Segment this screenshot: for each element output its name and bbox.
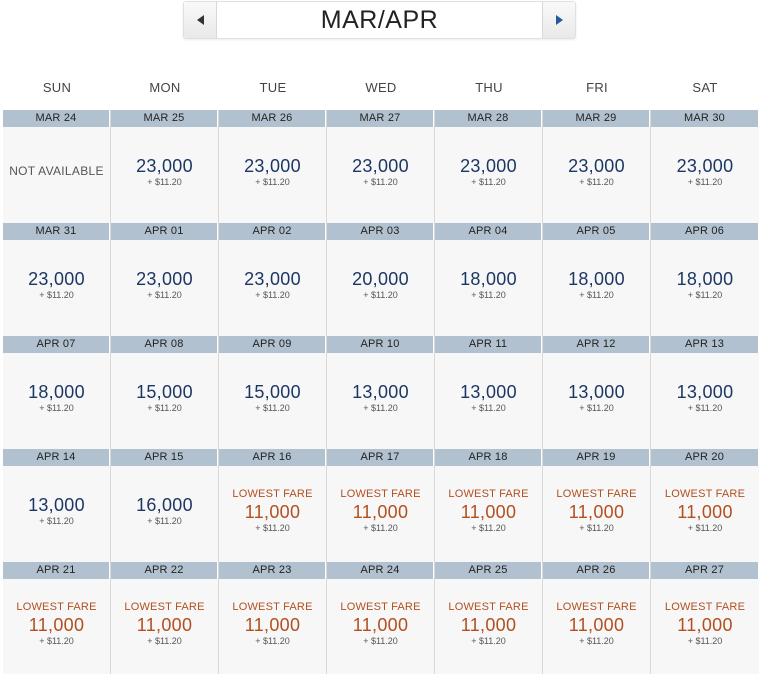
day-date-label: APR 01 [111, 223, 218, 240]
miles-price: 11,000 [677, 501, 733, 522]
day-date-label: MAR 31 [3, 223, 110, 240]
tax-amount: + $11.20 [255, 635, 290, 646]
day-cell[interactable] [111, 110, 219, 223]
day-date-label: APR 15 [111, 449, 218, 466]
miles-price: 13,000 [568, 381, 625, 402]
day-date-label: MAR 28 [435, 110, 542, 127]
lowest-fare-badge: LOWEST FARE [232, 600, 313, 613]
day-fare-body [435, 240, 542, 336]
day-date-label: MAR 24 [3, 110, 110, 127]
tax-amount: + $11.20 [579, 522, 614, 533]
day-cell[interactable] [543, 562, 651, 674]
miles-price: 11,000 [568, 501, 625, 522]
day-fare-body [327, 466, 434, 562]
day-cell[interactable] [111, 562, 219, 674]
day-cell[interactable] [543, 336, 651, 449]
day-fare-body [543, 579, 650, 674]
day-date-label: APR 07 [3, 336, 110, 353]
miles-price: 23,000 [244, 155, 301, 176]
calendar-week-row [3, 449, 759, 562]
miles-price: 13,000 [676, 381, 734, 402]
tax-amount: + $11.20 [471, 522, 506, 533]
day-cell[interactable] [219, 110, 327, 223]
day-cell[interactable] [651, 562, 759, 674]
day-cell[interactable] [435, 336, 543, 449]
day-date-label: MAR 29 [543, 110, 650, 127]
day-date-label: APR 04 [435, 223, 542, 240]
tax-amount: + $11.20 [471, 176, 506, 187]
calendar-weeks [3, 110, 759, 674]
tax-amount: + $11.20 [363, 176, 398, 187]
month-title: MAR/APR [320, 6, 439, 34]
lowest-fare-badge: LOWEST FARE [664, 487, 746, 500]
tax-amount: + $11.20 [687, 289, 723, 300]
tax-amount: + $11.20 [39, 515, 74, 526]
calendar-week-row [3, 336, 759, 449]
day-cell[interactable] [219, 449, 327, 562]
day-fare-body [327, 240, 434, 336]
day-fare-body [435, 353, 542, 449]
day-fare-body [651, 466, 759, 562]
miles-price: 23,000 [568, 155, 625, 176]
day-fare-body [327, 579, 434, 674]
day-fare-body [3, 240, 110, 336]
day-cell[interactable] [3, 336, 111, 449]
day-date-label: MAR 25 [111, 110, 218, 127]
day-of-week-header [3, 76, 759, 110]
day-cell[interactable] [435, 223, 543, 336]
tax-amount: + $11.20 [579, 402, 614, 413]
day-header: SAT [692, 80, 718, 95]
day-fare-body [219, 353, 326, 449]
day-fare-body [3, 353, 110, 449]
day-fare-body [543, 466, 650, 562]
tax-amount: + $11.20 [363, 635, 398, 646]
day-cell[interactable] [111, 336, 219, 449]
miles-price: 11,000 [677, 614, 733, 635]
day-cell[interactable] [651, 110, 759, 223]
day-header: WED [365, 80, 397, 95]
day-cell[interactable] [327, 449, 435, 562]
day-cell[interactable] [219, 223, 327, 336]
day-header: MON [149, 80, 181, 95]
day-fare-body [651, 579, 759, 674]
day-cell [3, 110, 111, 223]
day-fare-body [435, 127, 542, 223]
tax-amount: + $11.20 [39, 289, 74, 300]
day-fare-body [543, 240, 650, 336]
day-fare-body [219, 127, 326, 223]
calendar-week-row [3, 110, 759, 223]
day-cell[interactable] [327, 562, 435, 674]
miles-price: 13,000 [352, 381, 409, 402]
day-cell[interactable] [435, 562, 543, 674]
miles-price: 23,000 [136, 268, 193, 289]
day-fare-body [651, 240, 759, 336]
day-cell[interactable] [327, 110, 435, 223]
arrow-right-icon [556, 15, 563, 25]
tax-amount: + $11.20 [255, 289, 290, 300]
day-fare-body [543, 127, 650, 223]
miles-price: 11,000 [28, 614, 85, 635]
miles-price: 11,000 [460, 614, 517, 635]
tax-amount: + $11.20 [147, 515, 182, 526]
tax-amount: + $11.20 [147, 289, 182, 300]
arrow-left-icon [197, 15, 204, 25]
day-date-label: APR 18 [435, 449, 542, 466]
miles-price: 23,000 [136, 155, 193, 176]
day-fare-body [111, 240, 218, 336]
lowest-fare-badge: LOWEST FARE [448, 600, 529, 613]
lowest-fare-badge: LOWEST FARE [556, 600, 637, 613]
day-fare-body [111, 127, 218, 223]
day-fare-body [651, 353, 759, 449]
day-date-label: APR 05 [543, 223, 650, 240]
day-header: FRI [586, 80, 608, 95]
day-date-label: APR 27 [651, 562, 759, 579]
day-fare-body [111, 466, 218, 562]
day-fare-body [3, 127, 110, 223]
miles-price: 15,000 [244, 381, 301, 402]
day-date-label: APR 09 [219, 336, 326, 353]
day-cell[interactable] [219, 562, 327, 674]
miles-price: 23,000 [352, 155, 409, 176]
day-date-label: APR 24 [327, 562, 434, 579]
miles-price: 11,000 [568, 614, 625, 635]
tax-amount: + $11.20 [579, 176, 614, 187]
tax-amount: + $11.20 [471, 289, 506, 300]
tax-amount: + $11.20 [147, 176, 182, 187]
miles-price: 23,000 [244, 268, 301, 289]
lowest-fare-badge: LOWEST FARE [448, 487, 529, 500]
lowest-fare-badge: LOWEST FARE [124, 600, 205, 613]
calendar-week-row [3, 562, 759, 674]
tax-amount: + $11.20 [363, 402, 398, 413]
miles-price: 16,000 [136, 494, 193, 515]
day-date-label: APR 21 [3, 562, 110, 579]
not-available-label: NOT AVAILABLE [9, 164, 104, 178]
day-fare-body [219, 240, 326, 336]
day-date-label: APR 16 [219, 449, 326, 466]
day-cell[interactable] [3, 223, 111, 336]
day-fare-body [219, 579, 326, 674]
day-date-label: APR 20 [651, 449, 759, 466]
day-date-label: APR 06 [651, 223, 759, 240]
day-fare-body [3, 579, 110, 674]
tax-amount: + $11.20 [39, 402, 74, 413]
day-cell[interactable] [435, 110, 543, 223]
day-date-label: MAR 27 [327, 110, 434, 127]
day-cell[interactable] [651, 223, 759, 336]
day-fare-body [327, 127, 434, 223]
day-cell[interactable] [543, 110, 651, 223]
miles-price: 13,000 [460, 381, 517, 402]
tax-amount: + $11.20 [363, 522, 398, 533]
miles-price: 23,000 [28, 268, 85, 289]
day-cell[interactable] [3, 562, 111, 674]
day-fare-body [111, 579, 218, 674]
miles-price: 11,000 [460, 501, 517, 522]
day-fare-body [435, 579, 542, 674]
day-date-label: APR 13 [651, 336, 759, 353]
tax-amount: + $11.20 [147, 402, 182, 413]
day-cell[interactable] [327, 336, 435, 449]
month-navigator [183, 1, 576, 39]
day-date-label: APR 17 [327, 449, 434, 466]
tax-amount: + $11.20 [39, 635, 74, 646]
miles-price: 11,000 [136, 614, 193, 635]
fare-calendar [3, 76, 759, 674]
day-date-label: APR 02 [219, 223, 326, 240]
tax-amount: + $11.20 [687, 176, 723, 187]
day-date-label: APR 03 [327, 223, 434, 240]
previous-month-button[interactable] [184, 2, 217, 38]
tax-amount: + $11.20 [687, 402, 723, 413]
tax-amount: + $11.20 [255, 522, 290, 533]
miles-price: 15,000 [136, 381, 193, 402]
day-cell[interactable] [111, 449, 219, 562]
tax-amount: + $11.20 [687, 635, 723, 646]
day-cell[interactable] [543, 223, 651, 336]
day-fare-body [219, 466, 326, 562]
day-fare-body [651, 127, 759, 223]
miles-price: 11,000 [244, 614, 301, 635]
miles-price: 18,000 [676, 268, 734, 289]
day-fare-body [111, 353, 218, 449]
lowest-fare-badge: LOWEST FARE [232, 487, 313, 500]
day-cell[interactable] [111, 223, 219, 336]
lowest-fare-badge: LOWEST FARE [340, 600, 421, 613]
lowest-fare-badge: LOWEST FARE [16, 600, 97, 613]
calendar-week-row [3, 223, 759, 336]
lowest-fare-badge: LOWEST FARE [556, 487, 637, 500]
day-header: THU [475, 80, 503, 95]
tax-amount: + $11.20 [579, 289, 614, 300]
miles-price: 11,000 [244, 501, 301, 522]
lowest-fare-badge: LOWEST FARE [340, 487, 421, 500]
day-date-label: APR 25 [435, 562, 542, 579]
miles-price: 23,000 [676, 155, 734, 176]
day-date-label: APR 26 [543, 562, 650, 579]
miles-price: 13,000 [28, 494, 85, 515]
day-fare-body [3, 466, 110, 562]
tax-amount: + $11.20 [363, 289, 398, 300]
day-cell[interactable] [651, 449, 759, 562]
miles-price: 20,000 [352, 268, 409, 289]
day-fare-body [327, 353, 434, 449]
day-date-label: APR 14 [3, 449, 110, 466]
tax-amount: + $11.20 [471, 402, 506, 413]
day-fare-body [543, 353, 650, 449]
miles-price: 11,000 [352, 501, 409, 522]
day-date-label: APR 12 [543, 336, 650, 353]
day-cell[interactable] [435, 449, 543, 562]
tax-amount: + $11.20 [579, 635, 614, 646]
tax-amount: + $11.20 [255, 402, 290, 413]
miles-price: 11,000 [352, 614, 409, 635]
day-cell[interactable] [651, 336, 759, 449]
miles-price: 23,000 [460, 155, 517, 176]
day-date-label: APR 10 [327, 336, 434, 353]
tax-amount: + $11.20 [255, 176, 290, 187]
day-cell[interactable] [327, 223, 435, 336]
day-date-label: MAR 30 [651, 110, 759, 127]
day-date-label: APR 22 [111, 562, 218, 579]
day-date-label: APR 11 [435, 336, 542, 353]
day-fare-body [435, 466, 542, 562]
day-date-label: APR 23 [219, 562, 326, 579]
day-cell[interactable] [543, 449, 651, 562]
day-date-label: APR 08 [111, 336, 218, 353]
miles-price: 18,000 [568, 268, 625, 289]
miles-price: 18,000 [28, 381, 85, 402]
lowest-fare-badge: LOWEST FARE [664, 600, 746, 613]
day-cell[interactable] [219, 336, 327, 449]
day-header: TUE [259, 80, 287, 95]
miles-price: 18,000 [460, 268, 517, 289]
day-cell[interactable] [3, 449, 111, 562]
day-header: SUN [42, 80, 72, 95]
next-month-button[interactable] [542, 2, 575, 38]
day-date-label: APR 19 [543, 449, 650, 466]
day-date-label: MAR 26 [219, 110, 326, 127]
tax-amount: + $11.20 [147, 635, 182, 646]
tax-amount: + $11.20 [687, 522, 723, 533]
tax-amount: + $11.20 [471, 635, 506, 646]
